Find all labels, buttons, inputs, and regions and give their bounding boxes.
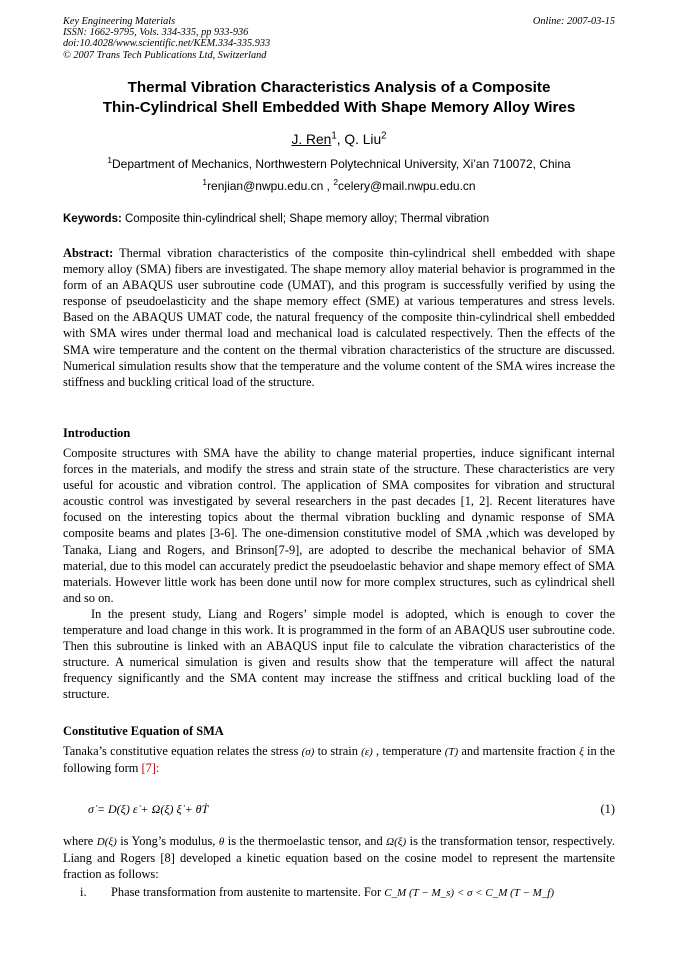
equation-1-text: σ̇ = D(ξ) ε̇ + Ω(ξ) ξ̇ + θṪ (88, 802, 209, 816)
affiliation-mark: 1 (107, 155, 112, 165)
stress-symbol: (σ) (301, 746, 315, 758)
journal-name: Key Engineering Materials (63, 16, 176, 27)
email-separator: , (323, 179, 334, 193)
doi-line[interactable]: doi:10.4028/www.scientific.net/KEM.334-335.933 (63, 38, 271, 50)
issn-line: ISSN: 1662-9795, Vols. 334-335, pp 933-936 (63, 27, 249, 39)
constitutive-paragraph (63, 743, 615, 776)
online-date: Online: 2007-03-15 (532, 16, 615, 27)
constitutive-text-5: in the following form (63, 744, 615, 776)
constitutive-text-1: Tanaka’s constitutive equation relates the stress (63, 744, 299, 758)
copyright-line: © 2007 Trans Tech Publications Ltd, Switzerland (63, 49, 267, 61)
affiliation (0, 156, 678, 172)
keywords-label: Keywords: (63, 213, 122, 225)
list-item-text: Phase transformation from austenite to martensite. For (111, 885, 385, 899)
constitutive-text-3: , temperature (372, 744, 442, 758)
equation-1-number: (1) (600, 802, 615, 816)
keywords-text: Composite thin-cylindrical shell; Shape memory alloy; Thermal vibration (121, 213, 490, 225)
title-line-1: Thermal Vibration Characteristics Analysis of a Composite (127, 79, 551, 96)
affiliation-text: Department of Mechanics, Northwestern Polytechnical University, Xi’an 710072, China (112, 157, 571, 171)
strain-symbol: (ε) (361, 746, 373, 758)
author-2-name: Q. Liu (344, 132, 382, 147)
temperature-symbol: (T) (444, 746, 459, 758)
email-1[interactable]: renjian@nwpu.edu.cn (207, 179, 324, 193)
author-emails (0, 178, 678, 194)
constitutive-text-2: to strain (314, 744, 358, 758)
author-1-name: J. Ren (291, 132, 332, 147)
reference-link[interactable]: [7]: (141, 761, 160, 776)
author-list (0, 131, 678, 149)
title-line-2: Thin-Cylindrical Shell Embedded With Shape Memory Alloy Wires (102, 99, 576, 116)
abstract (63, 245, 615, 390)
keywords (63, 212, 623, 227)
journal-header (63, 16, 615, 61)
equation-1 (88, 801, 615, 817)
abstract-text: Thermal vibration characteristics of the composite thin-cylindrical shell embedded with shape memory alloy (SMA) fibers are investigated. The shape memory alloy material behavior is programmed in the form of an ABAQUS user subroutine code (UMAT), and this program is successfully verified by using the response of pseudoelasticity and the shape memory effect (SME) at various temperatures and stress levels. Based on the ABAQUS UMAT code, the natural frequency of the composite thin-cylindrical shell embedded with SMA wires under thermal load and mechanical load is calculated respectively. Then the effects of the SMA wire temperature and the content on the thermal vibration characteristics of the structure are discussed. Numerical simulation results show that the temperature and the volume content of the SMA wires increase the stiffness and buckling critical load of the structure. (63, 246, 615, 389)
thermoelastic-symbol: θ (218, 836, 225, 848)
constitutive-text-4: and martensite fraction (458, 744, 576, 758)
paper-title (40, 78, 638, 118)
constitutive-heading: Constitutive Equation of SMA (63, 724, 224, 738)
martensite-fraction-symbol: ξ (579, 746, 584, 758)
introduction-heading: Introduction (63, 426, 131, 440)
where-text-2: is Yong’s modulus, (116, 834, 219, 848)
abstract-label: Abstract: (63, 246, 114, 260)
introduction-paragraph-1: Composite structures with SMA have the ability to change material properties, induce significant internal forces in the materials, and modify the stress and strain state of the structure. These characteristics are very useful for acoustic and vibration control. The application of SMA composites for vibration and structural acoustic control was investigated by several researchers in the past decades [1, 2]. Recent literatures have focused on the interesting topics about the thermal vibration buckling and dynamic response of SMA composite beams and plates [3-6]. The one-dimension constitutive model of SMA ,which was developed by Tanaka, Liang and Rogers, and Brinson[7-9], are adopted to describe the mechanical behavior of SMA material, due to this model can accurately predict the pseudoelastic behavior and shape memory effect of SMA materials. However little work has been done until now for more complex structures, such as cylindrical shell and so on. (63, 446, 615, 605)
introduction-paragraph-2: In the present study, Liang and Rogers’ simple model is adopted, which is enough to cover the temperature and load change in this work. It is programmed in the form of an ABAQUS user subroutine code. Then this subroutine is linked with an ABAQUS input file to calculate the vibration characteristics of the structure. A numerical simulation is given and results show that the temperature will affect the natural frequency significantly and the SMA content may increase the stiffness and critical buckling load of the structure. (63, 606, 615, 702)
list-item-i (80, 884, 615, 901)
where-text-3: is the thermoelastic tensor, and (224, 834, 387, 848)
author-1-affil-mark: 1 (331, 130, 337, 142)
where-text-4: is the transformation tensor, respectively. Liang and Rogers [8] developed a kinetic equation based on the cosine model to represent the martensite fraction as follows: (63, 834, 615, 882)
where-paragraph (63, 833, 615, 882)
list-item-label: i. (80, 885, 87, 899)
author-2-affil-mark: 2 (381, 130, 387, 142)
email-2-mark: 2 (333, 177, 339, 187)
introduction-body (63, 445, 615, 703)
email-2[interactable]: celery@mail.nwpu.edu.cn (338, 179, 476, 193)
transformation-symbol: Ω(ξ) (386, 836, 407, 848)
modulus-symbol: D(ξ) (96, 836, 117, 848)
email-1-mark: 1 (202, 177, 208, 187)
author-separator: , (336, 132, 345, 147)
list-item-math: C_M (T − M_s) < σ < C_M (T − M_f) (384, 887, 554, 899)
where-text-1: where (63, 834, 97, 848)
